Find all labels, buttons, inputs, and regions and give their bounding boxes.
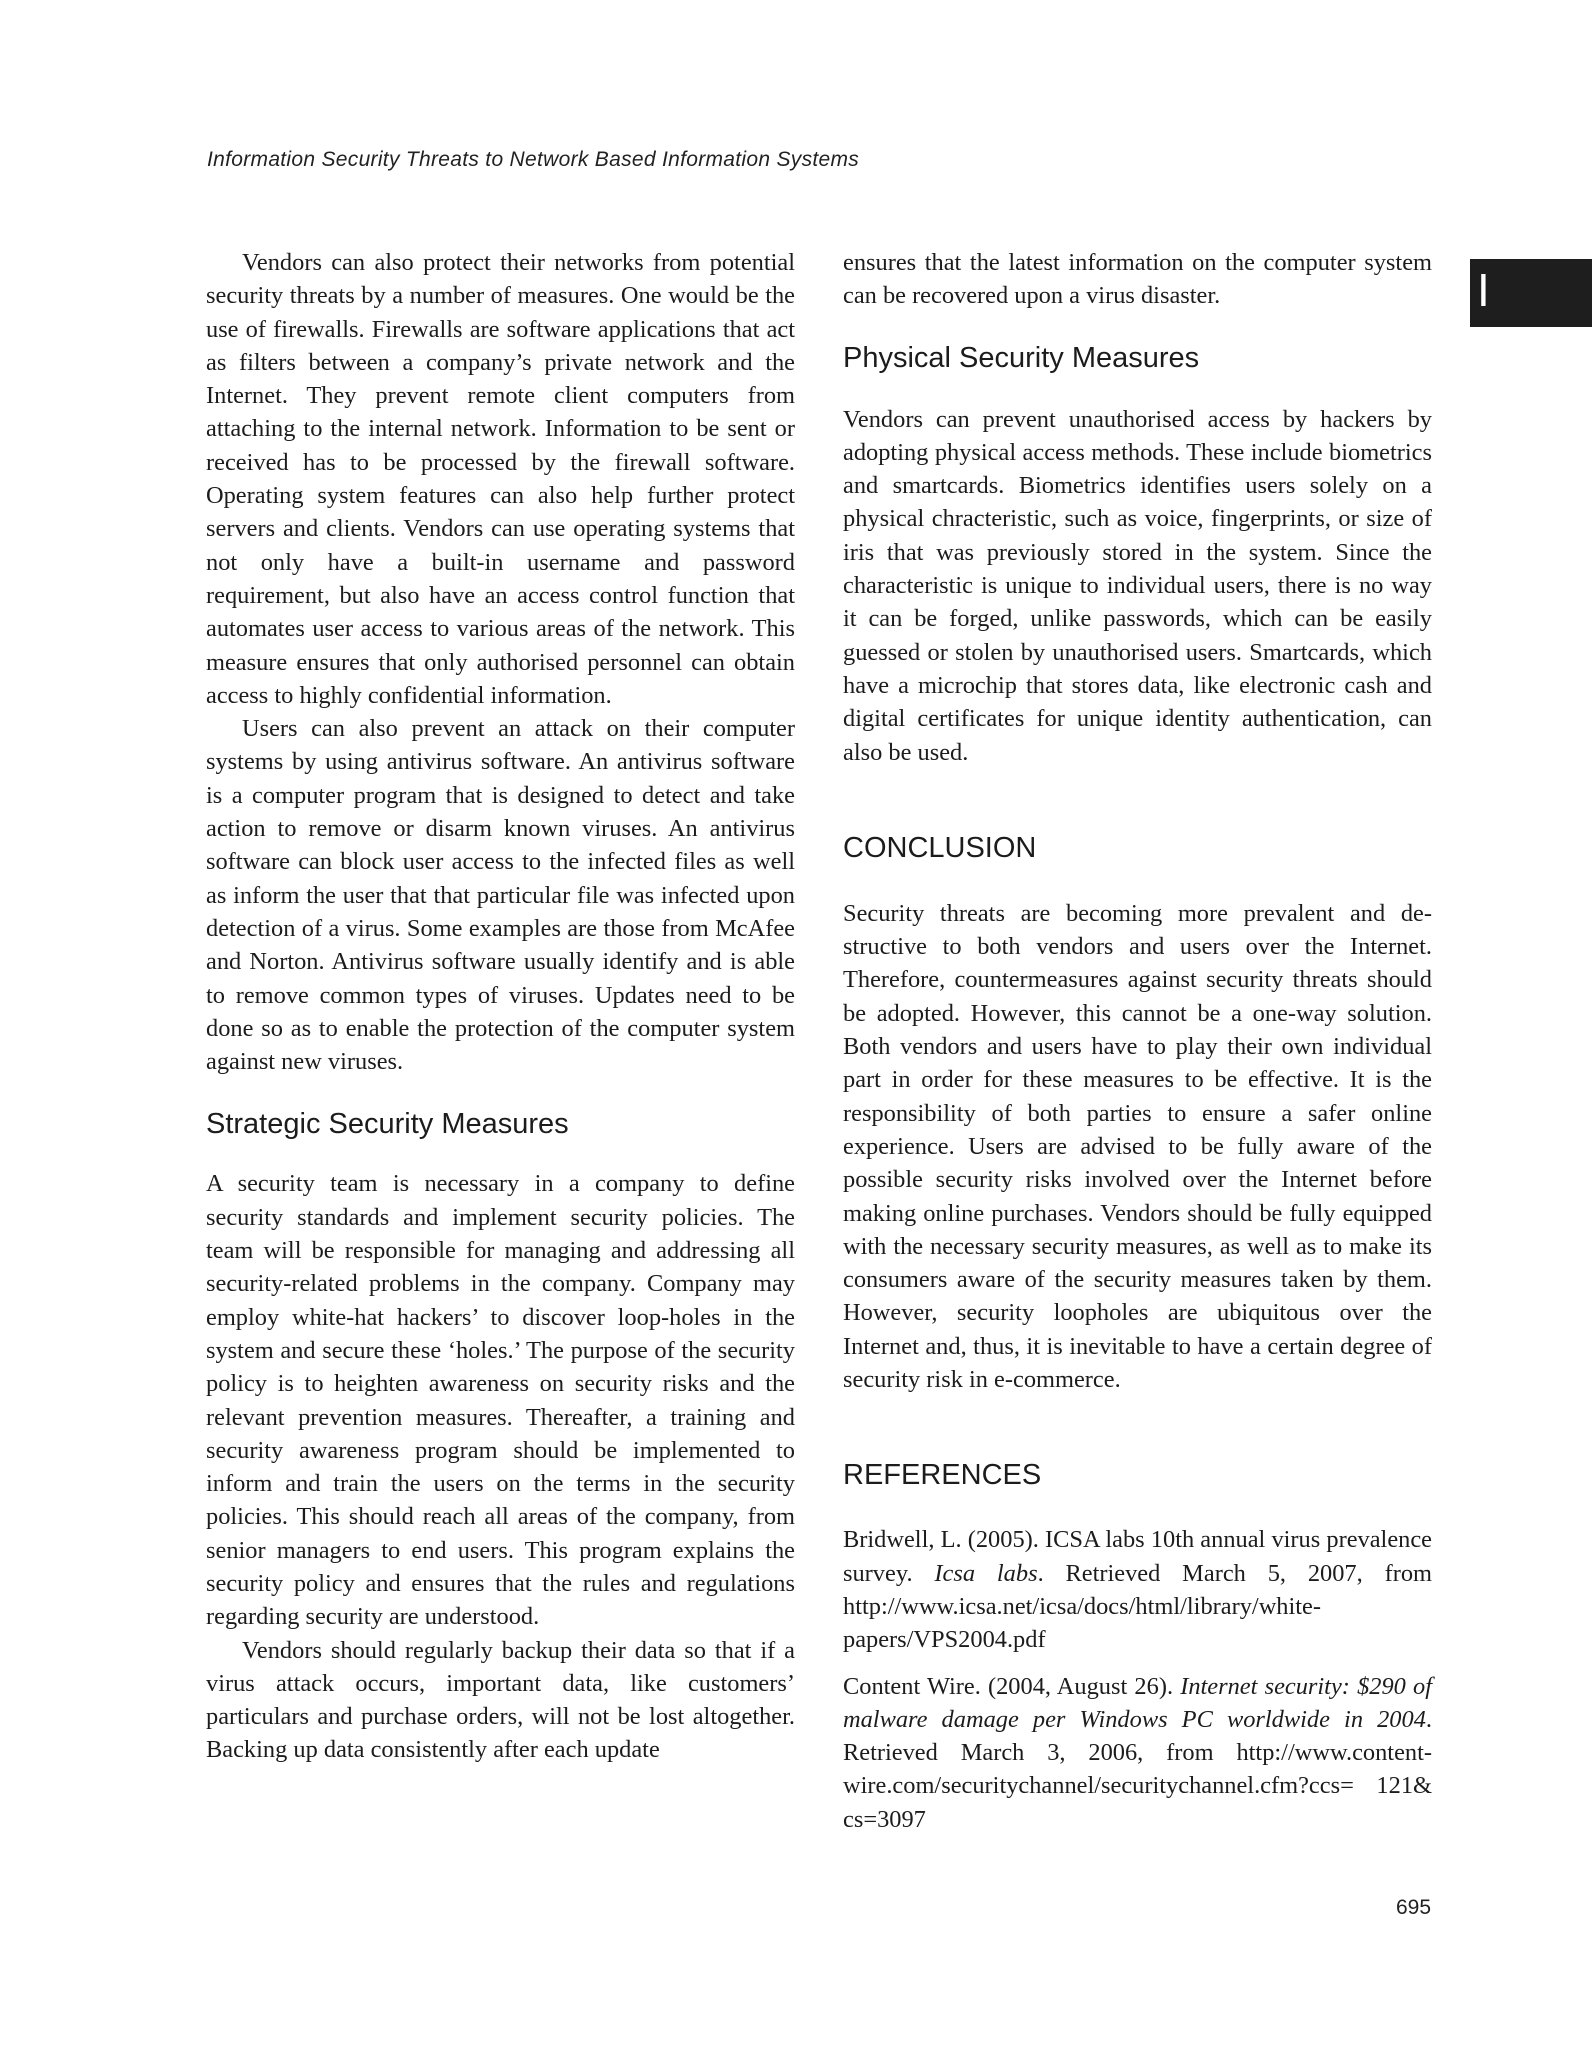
reference-content-wire-title: Internet security: $290 of malware damage per Windows PC worldwide in 2004 — [843, 1672, 1432, 1733]
reference-bridwell-text: Bridwell, L. (2005). ICSA labs 10th annual virus prevalence survey. — [843, 1526, 1432, 1587]
reference-bridwell-source: Icsa labs — [934, 1559, 1038, 1587]
thumb-tab-letter: I — [1477, 264, 1490, 316]
reference-bridwell-retrieval: . Retrieved March 5, 2007, from http://www.icsa.net/icsa/docs/html/library/white-papers/VPS2004.pdf — [843, 1559, 1432, 1654]
paragraph-security-team: A security team is necessary in a company to define security standards and implement security policies. The team will be responsible for managing and addressing all security-related problems in the company. Company may employ white-hat hackers’ to discover loop-holes in the system and secure these ‘holes.’ The purpose of the security policy is to heighten awareness on security risks and the relevant prevention measures. Thereafter, a training and security awareness program should be implemented to inform and train the users on the terms in the security policies. This should reach all areas of the company, from senior managers to end users. This program explains the security policy and ensures that the rules and regulations regarding security are understood. — [206, 1170, 795, 1631]
reference-content-wire — [843, 1670, 1432, 1836]
paragraph-conclusion: Security threats are becoming more prevalent and destructive to both vendors and users over the Internet. Therefore, countermeasures against security threats should be adopted. However, this cannot be a one-way solution. Both vendors and users have to play their own individual part in order for these measures to be effective. It is the responsibility of both parties to ensure a safer online experience. Users are advised to be fully aware of the possible security risks involved over the Internet before making online purchases. Vendors should be fully equipped with the necessary security measures, as well as to make its consumers aware of the security measures taken by them. However, security loopholes are ubiquitous over the Internet and, thus, it is inevitable to have a certain degree of security risk in e-commerce. — [843, 899, 1432, 1394]
heading-strategic-security-measures: Strategic Security Measures — [206, 1108, 569, 1141]
right-column — [843, 246, 1432, 1836]
page-number: 695 — [1396, 1896, 1432, 1919]
heading-physical-security-measures: Physical Security Measures — [843, 341, 1200, 374]
paragraph-firewalls: Vendors can also protect their networks from potential security threats by a number of measures. One would be the use of firewalls. Firewalls are software applications that act as filters between a company’s private network and the Internet. They prevent remote client computers from attaching to the internal network. Information to be sent or received has to be processed by the firewall software. Operating system features can also help further protect servers and clients. Vendors can use operating systems that not only have a built-in username and password requirement, but also have an access control function that automates user access to various areas of the network. This measure ensures that only authorised personnel can obtain access to highly confidential information. — [206, 249, 795, 709]
reference-bridwell — [843, 1523, 1432, 1656]
paragraph-backup: Vendors should regularly backup their data so that if a virus attack occurs, important data, like customers’ particulars and purchase orders, will not be lost altogether. Backing up data consistently after each update — [206, 1636, 795, 1764]
left-column — [206, 246, 795, 1767]
heading-references: REFERENCES — [843, 1459, 1042, 1492]
reference-content-wire-text: Content Wire. (2004, August 26). — [843, 1672, 1181, 1700]
running-head: Information Security Threats to Network Based Information Systems — [207, 148, 860, 171]
paragraph-antivirus: Users can also prevent an attack on their computer systems by using antivirus software. An antivirus software is a computer program that is designed to detect and take action to remove or disarm known viruses. An antivirus software can block user access to the infected files as well as inform the user that that particular file was infected upon detection of a virus. Some examples are those from McAfee and Norton. Antivirus software usually identify and is able to remove common types of viruses. Updates need to be done so as to enable the protection of the computer system against new viruses. — [206, 715, 795, 1076]
section-thumb-tab — [1470, 259, 1592, 327]
paragraph-continued: ensures that the latest information on the computer system can be recovered upon a virus disaster. — [843, 249, 1432, 310]
reference-content-wire-retrieval: . Retrieved March 3, 2006, from http://www.content-wire.com/securitychannel/securitychannel.cfm?ccs= 121& cs=3097 — [843, 1705, 1432, 1833]
paragraph-physical-security: Vendors can prevent unauthorised access by hackers by adopting physical access methods. These include biometrics and smartcards. Biometrics identifies users solely on a physical chracteristic, such as voice, fingerprints, or size of iris that was previously stored in the system. Since the characteristic is unique to individual users, there is no way it can be forged, unlike passwords, which can be easily guessed or stolen by unauthorised users. Smartcards, which have a microchip that stores data, like electronic cash and digital certificates for unique identity authentication, can also be used. — [843, 405, 1432, 766]
heading-conclusion: CONCLUSION — [843, 831, 1037, 864]
